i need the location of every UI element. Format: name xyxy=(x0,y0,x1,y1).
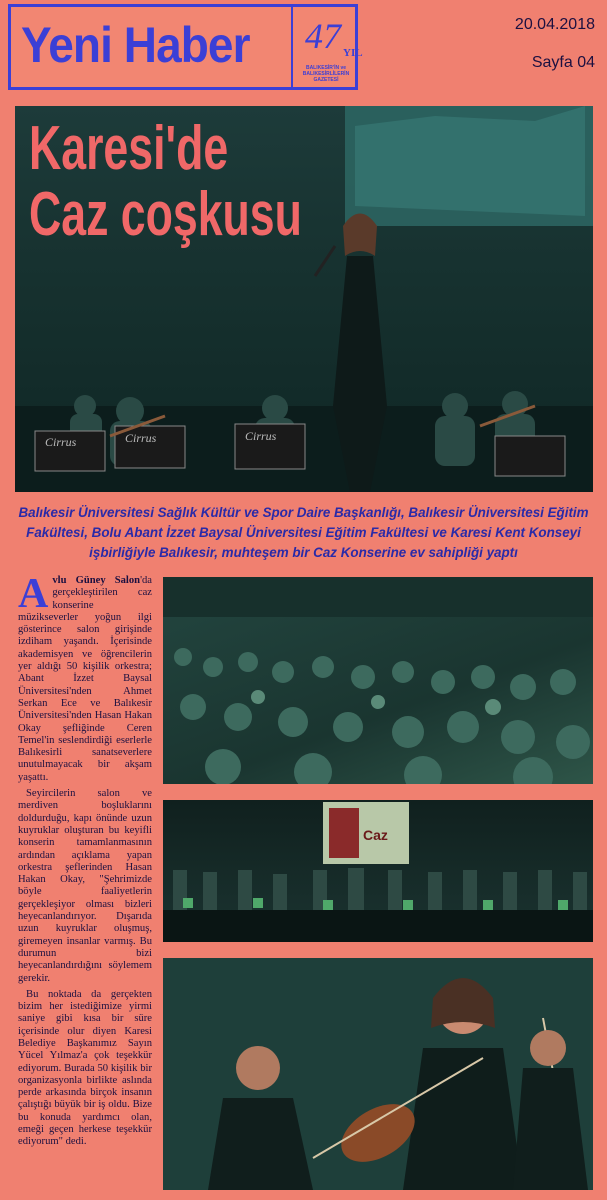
hero-concert-photo xyxy=(15,106,593,492)
audience-photo xyxy=(163,577,593,784)
strings-photo-illustration xyxy=(163,958,593,1190)
issue-date: 20.04.2018 xyxy=(514,16,595,33)
stand-label: Cirrus xyxy=(245,429,277,443)
newspaper-logo: Yeni Haber xyxy=(21,17,250,73)
anniversary-badge xyxy=(291,7,363,87)
article-paragraph: Bu noktada da gerçekten bizim her istediğimize yirmi saniye gibi kısa bir süre içerisinde olur diyen Karesi Belediye Başkanımız Sayın Yücel Yılmaz'a çok teşekkür ediyorum. Burada 50 kişilik bir organizasyonla birlikte aslında perde arkasında birçok insanın çalıştığı büyük bir iş oldu. Bize bu konuda yardımcı olan, emeği geçen herkese teşekkür ediyorum" dedi. xyxy=(18,988,152,1148)
strings-photo xyxy=(163,958,593,1190)
article-body xyxy=(18,571,152,1153)
badge-number: 47 xyxy=(305,16,341,56)
drop-cap: A xyxy=(18,571,49,617)
screen-text: Caz xyxy=(363,827,388,843)
badge-unit: YIL xyxy=(343,47,363,59)
orchestra-photo-illustration xyxy=(163,800,593,942)
headline: Karesi'de Caz coşkusu xyxy=(29,114,302,249)
stand-label: Cirrus xyxy=(45,435,77,449)
page-number: Sayfa 04 xyxy=(531,54,595,71)
article-paragraph xyxy=(18,571,152,784)
audience-photo-illustration xyxy=(163,577,593,784)
masthead xyxy=(8,4,363,90)
article-summary: Balıkesir Üniversitesi Sağlık Kültür ve Spor Daire Başkanlığı, Balıkesir Üniversitesi Eğitim Fakültesi, Bolu Abant İzzet Baysal Üniversitesi Eğitim Fakültesi ve Karesi Kent Konseyi işbirliğiyle Balıkesir, muhteşem bir Caz Konserine ev sahipliği yaptı xyxy=(18,505,589,560)
orchestra-photo xyxy=(163,800,593,942)
article-paragraph: Seyircilerin salon ve merdiven boşluklarını doldurduğu, kapı önünde uzun kuyruklar oluşturan bu keyifli konserin tamamlanmasının ardından açıklama yapan orkestra şeflerinden Hasan Hakan Okay, "Şehrimizde böyle faaliyetlerin gerçekleşiyor olması bizleri heyecanlandırıyor. Dışarıda uzun kuyruklar oluşmuş, giremeyen insanlar varmış. Bu durumun bizi heyecanlandırdığını söylemem gerekir. xyxy=(18,788,152,984)
article-lead-bold: vlu Güney Salon xyxy=(52,575,141,586)
stand-label: Cirrus xyxy=(125,431,157,445)
article-lead-text: 'da gerçekleştirilen caz konserine müzikseverler yoğun ilgi gösterince salon girişinde izdiham yaşandı. İçerisinde akademisyen ve öğrencilerin yer aldığı 50 kişilik orkestra; Abant İzzet Baysal Üniversitesi'nden Ahmet Serkan Ece ve Balıkesir Üniversitesi'nden Hasan Hakan Okay şefliğinde Ceren Temel'in seslendirdiği eserlerle Balıkesirli sanatseverlere unutulmayacak bir akşam yaşattı. xyxy=(18,575,152,783)
badge-subtitle: BALIKESİR'İN ve BALIKESİRLİLERİN GAZETESİ xyxy=(302,65,350,83)
